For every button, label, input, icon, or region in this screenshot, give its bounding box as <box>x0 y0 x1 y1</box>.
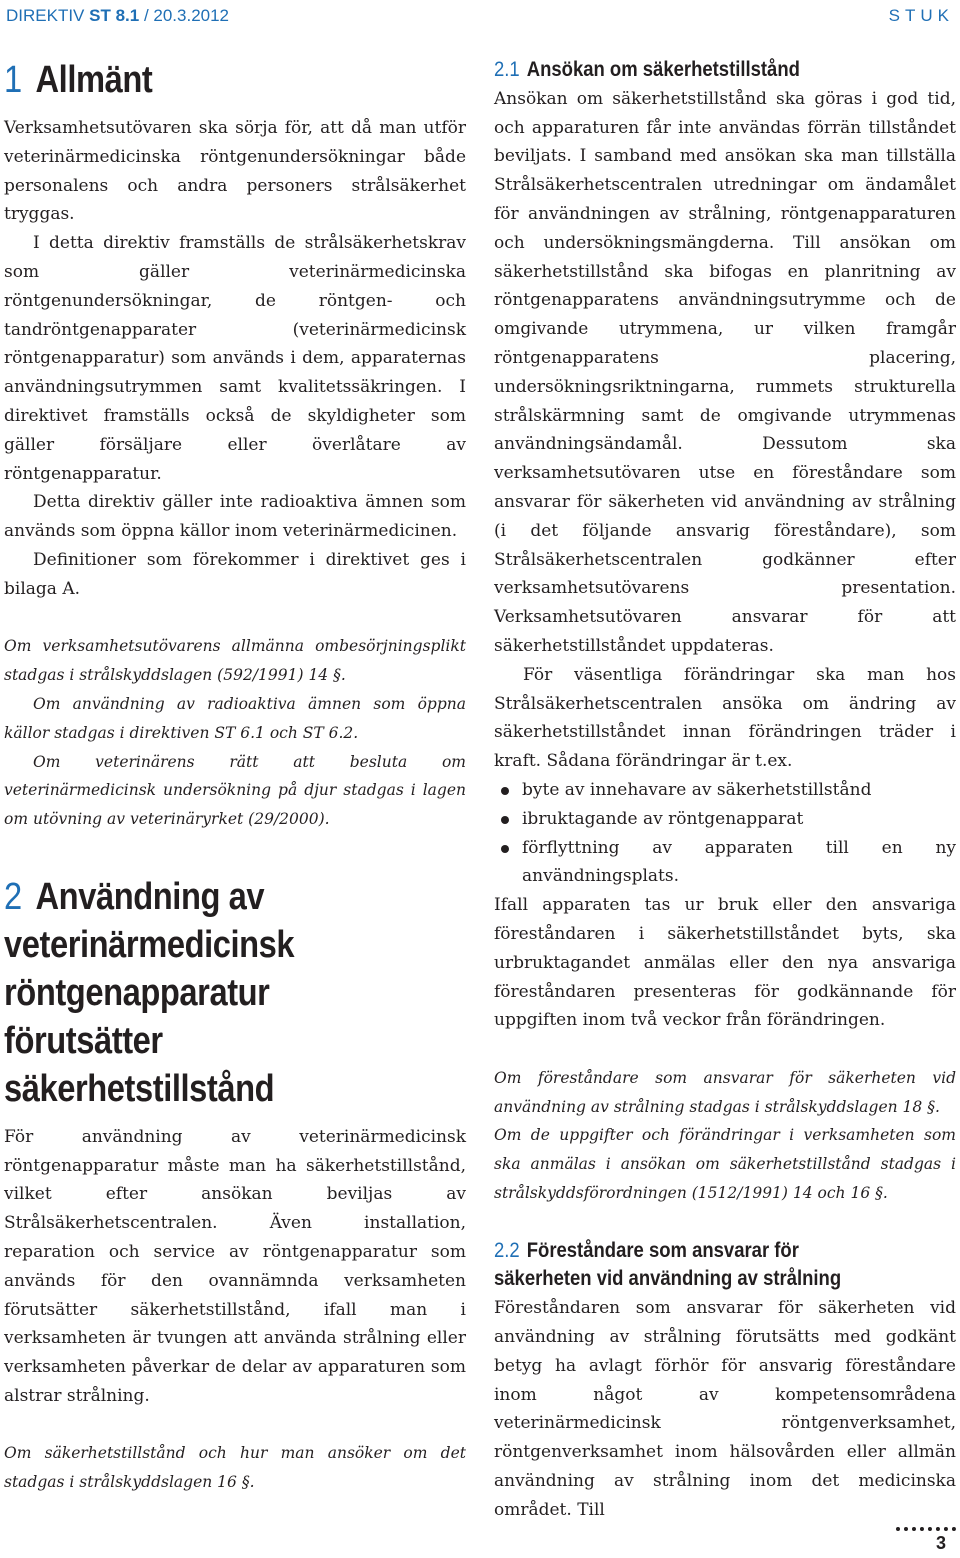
header-document-id: DIREKTIV ST 8.1 / 20.3.2012 <box>6 6 230 25</box>
section-2-2-paragraph: Föreståndaren som ansvarar för säkerheten vid användning av strålning förutsätts med godkänt betyg ha avlagt förhör för ansvarig föreståndare inom något av kompetensområdena veterinärmedicinsk röntgenverksamhet, röntgenverksamhet inom hälsovården eller allmän användning av strålning inom det medicinska området. Till <box>494 1298 956 1520</box>
section-2-paragraph: För användning av veterinärmedicinsk röntgenapparatur måste man ha säkerhetstillstånd, vilket efter ansökan beviljas av Strålsäkerhetscentralen. Även installation, reparation och service av röntgenapparatur som används för den ovannämnda verksamheten förutsätter säkerhetstillstånd, ifall man i verksamheten är tvungen att använda strålning eller verksamheten påverkar de delar av apparaturen som alstrar strålning. <box>4 1126 466 1406</box>
running-header <box>6 6 954 26</box>
page-number: 3 <box>936 1533 947 1553</box>
list-item: byte av innehavare av säkerhetstillstånd <box>494 776 956 805</box>
section-2-2-heading: 2.2 Föreståndare som ansvarar för <box>494 1238 799 1262</box>
section-2-1-paragraph: Ansökan om säkerhetstillstånd ska göras i god tid, och apparaturen får inte användas förrän tillståndet beviljats. I samband med ansökan ska man tillställa Strålsäkerhetscentralen utredningar om ändamålet för användningen av strålning, röntgenapparaturen och undersökningsmängderna. Till ansökan om säkerhetstillstånd ska bifogas en planritning av röntgenapparatens användningsutrymme och de omgivande utrymmena, ur vilken framgår röntgenapparatens placering, undersökningsriktningarna, rummets strukturella strålskärmning samt de omgivande utrymmenas användningsändamål. Dessutom ska verksamhetsutövaren utse en föreståndare som ansvarar för säkerheten vid användning av strålning (i det följande ansvarig föreståndare), som Strålsäkerhetscentralen godkänner efter verksamhetsutövarens presentation. Verksamhetsutövaren ansvarar för att säkerhetstillståndet uppdateras. <box>494 88 956 656</box>
change-list <box>494 776 956 891</box>
list-item: förflyttning av apparaten till en ny användningsplats. <box>494 834 956 892</box>
header-publisher: STUK <box>888 6 954 25</box>
legal-note: Om de uppgifter och förändringar i verksamheten som ska anmälas i ansökan om säkerhetstillstånd stadgas i strålskyddsförordningen (1512/1991) 14 och 16 §. <box>494 1126 956 1203</box>
legal-note: Om veterinärens rätt att besluta om veterinärmedicinsk undersökning på djur stadgas i lagen om utövning av veterinäryrket (29/2000). <box>4 752 466 829</box>
section-2-heading: 2 Användning av veterinärmedicinsk röntgenapparatur förutsätter säkerhetstillstånd <box>4 875 295 1110</box>
section-2-1-heading: 2.1 Ansökan om säkerhetstillstånd <box>494 58 800 81</box>
legal-note: Om föreståndare som ansvarar för säkerheten vid användning av strålning stadgas i strålskyddslagen 18 §. <box>494 1068 956 1116</box>
legal-note: Om användning av radioaktiva ämnen som öppna källor stadgas i direktiven ST 6.1 och ST 6.2. <box>4 694 466 742</box>
right-column <box>494 56 956 1525</box>
section-1-paragraph: Detta direktiv gäller inte radioaktiva ämnen som används som öppna källor inom veterinärmedicinen. <box>4 492 466 542</box>
section-2-1-paragraph: Ifall apparaten tas ur bruk eller den ansvariga föreståndaren i säkerhetstillståndet byts, ska urbruktagandet anmälas eller den nya ansvariga föreståndaren presenteras för godkännande för uppgiften inom två veckor från förändringen. <box>494 895 956 1031</box>
footer-dotted-rule <box>896 1527 956 1531</box>
section-2-1-paragraph: För väsentliga förändringar ska man hos Strålsäkerhetscentralen ansöka om ändring av säkerhetstillståndet innan förändringen träder i kraft. Sådana förändringar är t.ex. <box>494 664 956 772</box>
list-item: ibruktagande av röntgenapparat <box>494 805 956 834</box>
section-2-2-heading-line-2: säkerheten vid användning av strålning <box>494 1267 842 1291</box>
section-1-heading: 1 Allmänt <box>4 59 153 101</box>
section-1-paragraph: Verksamhetsutövaren ska sörja för, att då man utför veterinärmedicinska röntgenundersökningar både personalens och andra personers strålsäkerhet tryggas. <box>4 118 466 225</box>
section-1-paragraph: Definitioner som förekommer i direktivet ges i bilaga A. <box>4 549 466 599</box>
left-column <box>4 56 466 1497</box>
section-1-paragraph: I detta direktiv framställs de strålsäkerhetskrav som gäller veterinärmedicinska röntgenundersökningar, de röntgen- och tandröntgenapparater (veterinärmedicinsk röntgenapparatur) som används i dem, apparaternas användningsutrymmen samt kvalitetssäkringen. I direktivet framställs också de skyldigheter som gäller försäljare eller överlåtare av röntgenapparatur. <box>4 233 466 484</box>
legal-note: Om säkerhetstillstånd och hur man ansöker om det stadgas i strålskyddslagen 16 §. <box>4 1444 466 1492</box>
legal-note: Om verksamhetsutövarens allmänna ombesörjningsplikt stadgas i strålskyddslagen (592/1991) 14 §. <box>4 637 466 685</box>
